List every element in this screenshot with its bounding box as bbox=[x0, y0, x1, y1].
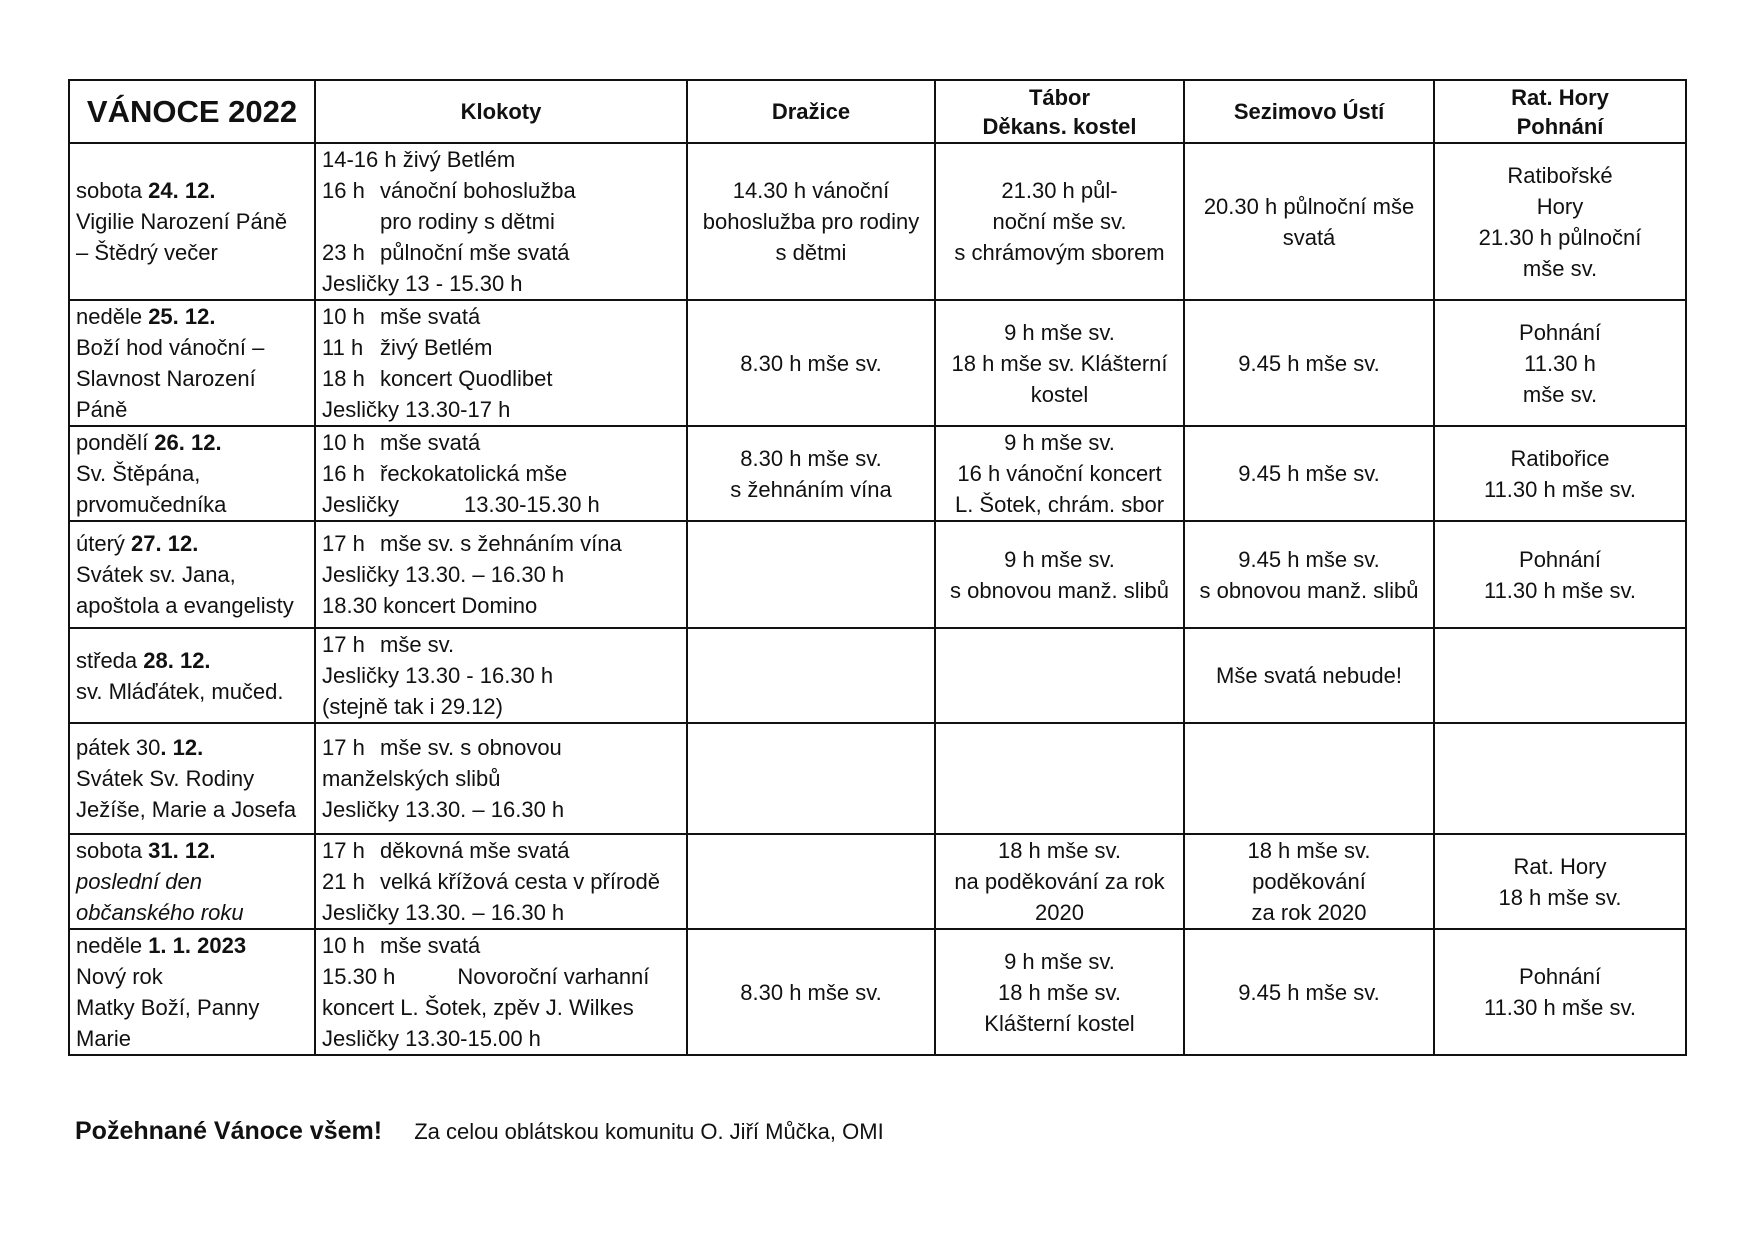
cell-line: Hory bbox=[1536, 193, 1584, 219]
column-header-line: Tábor bbox=[1028, 84, 1091, 110]
day-line: Boží hod vánoční – bbox=[76, 335, 265, 360]
day-line: Slavnost Narození bbox=[76, 366, 256, 391]
klokoty-line bbox=[322, 590, 680, 621]
column-header bbox=[687, 80, 935, 143]
day-date: 31. 12. bbox=[148, 838, 216, 863]
klokoty-line bbox=[322, 301, 680, 332]
klokoty-line bbox=[322, 489, 680, 520]
klokoty-line bbox=[322, 175, 680, 206]
column-header bbox=[1184, 80, 1434, 143]
table-row bbox=[69, 521, 1686, 628]
day-date: 24. 12. bbox=[148, 178, 216, 203]
day-line: neděle 1. 1. 2023 bbox=[76, 933, 247, 958]
cell-line: s dětmi bbox=[775, 240, 847, 265]
event-text: mše sv. bbox=[380, 632, 455, 657]
cell-line: mše sv. bbox=[1522, 381, 1598, 407]
event-text: pro rodiny s dětmi bbox=[380, 209, 555, 234]
day-line: sv. Mláďátek, mučed. bbox=[76, 678, 284, 704]
cell-line: 9.45 h mše sv. bbox=[1238, 350, 1380, 376]
klokoty-cell bbox=[315, 426, 687, 521]
event-time: 17 h bbox=[322, 632, 365, 657]
tabor-cell bbox=[935, 426, 1184, 521]
cell-line: 9 h mše sv. bbox=[1004, 319, 1115, 345]
event-time: 23 h bbox=[322, 240, 365, 265]
rathory-cell bbox=[1434, 426, 1686, 521]
cell-line: 20.30 h půlnoční mše bbox=[1203, 193, 1415, 219]
cell-line: 11.30 h bbox=[1524, 350, 1596, 376]
klokoty-cell bbox=[315, 723, 687, 834]
cell-line: 11.30 h mše sv. bbox=[1483, 577, 1637, 603]
klokoty-line bbox=[322, 897, 680, 928]
event-time: 21 h bbox=[322, 869, 365, 894]
event-text: 18.30 koncert Domino bbox=[322, 593, 538, 618]
event-text: koncert L. Šotek, zpěv J. Wilkes bbox=[322, 995, 634, 1020]
cell-line: 18 h mše sv. bbox=[997, 979, 1122, 1005]
event-time: 17 h bbox=[322, 531, 365, 556]
column-header-line: Pohnání bbox=[1516, 113, 1604, 139]
day-line: Svátek sv. Jana, bbox=[76, 562, 236, 587]
event-text: řeckokatolická mše bbox=[380, 461, 568, 486]
klokoty-line bbox=[322, 458, 680, 489]
tabor-cell bbox=[935, 628, 1184, 723]
klokoty-cell bbox=[315, 929, 687, 1055]
cell-line: Rat. Hory bbox=[1513, 853, 1607, 879]
day-date: . 12. bbox=[160, 735, 204, 760]
day-cell bbox=[69, 628, 315, 723]
klokoty-line bbox=[322, 835, 680, 866]
cell-line: 11.30 h mše sv. bbox=[1483, 995, 1637, 1020]
day-line: Marie bbox=[76, 1026, 132, 1051]
rathory-cell bbox=[1434, 834, 1686, 929]
event-text: mše svatá bbox=[380, 430, 481, 455]
cell-line: noční mše sv. bbox=[992, 209, 1127, 234]
event-text: vánoční bohoslužba bbox=[380, 178, 576, 203]
cell-line: 14.30 h vánoční bbox=[732, 178, 890, 203]
rathory-cell bbox=[1434, 723, 1686, 834]
sezimovo-cell bbox=[1184, 628, 1434, 723]
day-cell bbox=[69, 143, 315, 300]
day-line: sobota 24. 12. bbox=[76, 178, 216, 203]
column-header-line: Klokoty bbox=[460, 99, 542, 124]
klokoty-line bbox=[322, 763, 680, 794]
day-line: poslední den bbox=[76, 869, 202, 894]
event-label: Jesličky bbox=[322, 492, 400, 517]
sezimovo-cell bbox=[1184, 929, 1434, 1055]
drazice-cell bbox=[687, 521, 935, 628]
event-text: (stejně tak i 29.12) bbox=[322, 694, 503, 719]
column-header bbox=[315, 80, 687, 143]
cell-line: 18 h mše sv. bbox=[1247, 838, 1371, 863]
tabor-cell bbox=[935, 143, 1184, 300]
cell-line: mše sv. bbox=[1522, 255, 1598, 281]
tabor-cell bbox=[935, 300, 1184, 426]
klokoty-line bbox=[322, 1023, 680, 1054]
event-time: 17 h bbox=[322, 838, 365, 863]
klokoty-line bbox=[322, 691, 680, 722]
klokoty-cell bbox=[315, 300, 687, 426]
event-text: 13.30-15.30 h bbox=[464, 492, 600, 517]
event-text: živý Betlém bbox=[380, 335, 493, 360]
cell-line: L. Šotek, chrám. sbor bbox=[954, 492, 1165, 517]
cell-line: 2020 bbox=[1035, 900, 1084, 925]
cell-line: kostel bbox=[1030, 381, 1089, 407]
klokoty-line bbox=[322, 332, 680, 363]
cell-line: 16 h vánoční koncert bbox=[957, 461, 1162, 486]
sezimovo-cell bbox=[1184, 143, 1434, 300]
day-cell bbox=[69, 834, 315, 929]
cell-line: bohoslužba pro rodiny bbox=[702, 209, 920, 234]
cell-line: Ratibořské bbox=[1507, 162, 1613, 188]
tabor-cell bbox=[935, 723, 1184, 834]
klokoty-line bbox=[322, 559, 680, 590]
day-line: občanského roku bbox=[76, 900, 244, 925]
event-text: 14-16 h živý Betlém bbox=[322, 147, 516, 172]
drazice-cell bbox=[687, 143, 935, 300]
event-text: koncert Quodlibet bbox=[380, 366, 553, 391]
klokoty-line bbox=[322, 961, 680, 992]
table-row bbox=[69, 628, 1686, 723]
drazice-cell bbox=[687, 300, 935, 426]
klokoty-cell bbox=[315, 834, 687, 929]
event-time: 15.30 h bbox=[322, 964, 396, 989]
cell-line: 8.30 h mše sv. bbox=[740, 979, 882, 1005]
klokoty-line bbox=[322, 794, 680, 825]
drazice-cell bbox=[687, 723, 935, 834]
tabor-cell bbox=[935, 521, 1184, 628]
day-line: prvomučedníka bbox=[76, 492, 227, 517]
rathory-cell bbox=[1434, 628, 1686, 723]
day-line: Vigilie Narození Páně bbox=[76, 209, 288, 234]
event-text: manželských slibů bbox=[322, 766, 501, 791]
sezimovo-cell bbox=[1184, 426, 1434, 521]
cell-line: poděkování bbox=[1252, 869, 1366, 894]
cell-line: na poděkování za rok bbox=[954, 869, 1165, 894]
klokoty-line bbox=[322, 930, 680, 961]
day-date: 25. 12. bbox=[148, 304, 216, 329]
event-time: 18 h bbox=[322, 366, 365, 391]
rathory-cell bbox=[1434, 300, 1686, 426]
column-header bbox=[1434, 80, 1686, 143]
event-text: Jesličky 13.30. – 16.30 h bbox=[322, 900, 565, 925]
header-row bbox=[69, 80, 1686, 143]
sezimovo-cell bbox=[1184, 834, 1434, 929]
day-line: Matky Boží, Panny bbox=[76, 995, 260, 1020]
event-time: 16 h bbox=[322, 461, 365, 486]
cell-line: 8.30 h mše sv. bbox=[740, 350, 882, 376]
event-text: děkovná mše svatá bbox=[380, 838, 570, 863]
column-header-line: Sezimovo Ústí bbox=[1233, 99, 1385, 124]
column-header-line: Rat. Hory bbox=[1511, 84, 1609, 110]
column-header bbox=[935, 80, 1184, 143]
day-line: apoštola a evangelisty bbox=[76, 593, 294, 618]
klokoty-cell bbox=[315, 143, 687, 300]
cell-line: Klášterní kostel bbox=[984, 1010, 1135, 1036]
event-time: 17 h bbox=[322, 735, 365, 760]
cell-line: 9 h mše sv. bbox=[1004, 948, 1115, 974]
klokoty-cell bbox=[315, 521, 687, 628]
event-text: Jesličky 13.30-17 h bbox=[322, 397, 511, 422]
klokoty-line bbox=[322, 866, 680, 897]
cell-line: Mše svatá nebude! bbox=[1216, 663, 1402, 688]
day-line: Nový rok bbox=[76, 964, 163, 989]
blessing-text: Požehnané Vánoce všem! bbox=[75, 1117, 383, 1145]
event-time: 10 h bbox=[322, 304, 365, 329]
cell-line: Pohnání bbox=[1519, 964, 1601, 989]
klokoty-line bbox=[322, 992, 680, 1023]
sezimovo-cell bbox=[1184, 521, 1434, 628]
christmas-schedule-table bbox=[68, 79, 1687, 1056]
day-date: 26. 12. bbox=[154, 430, 222, 455]
cell-line: 18 h mše sv. bbox=[997, 838, 1122, 863]
day-line: Páně bbox=[76, 397, 128, 422]
cell-line: s obnovou manž. slibů bbox=[950, 577, 1169, 603]
column-header-line: Děkans. kostel bbox=[982, 113, 1137, 139]
event-time: 10 h bbox=[322, 430, 365, 455]
day-cell bbox=[69, 723, 315, 834]
cell-line: 9.45 h mše sv. bbox=[1238, 979, 1380, 1005]
sezimovo-cell bbox=[1184, 723, 1434, 834]
day-cell bbox=[69, 300, 315, 426]
day-date: 28. 12. bbox=[143, 647, 211, 673]
column-header-line: Dražice bbox=[771, 99, 851, 124]
event-text: Jesličky 13.30 - 16.30 h bbox=[322, 663, 554, 688]
signature-text: Za celou oblátskou komunitu O. Jiří Můčka, OMI bbox=[414, 1119, 884, 1144]
cell-line: s chrámovým sborem bbox=[954, 240, 1165, 265]
event-text: Jesličky 13 - 15.30 h bbox=[322, 271, 523, 296]
cell-line: Ratibořice bbox=[1510, 445, 1610, 471]
klokoty-line bbox=[322, 528, 680, 559]
event-text: Jesličky 13.30. – 16.30 h bbox=[322, 797, 565, 822]
day-line: pondělí 26. 12. bbox=[76, 430, 222, 455]
day-line: Sv. Štěpána, bbox=[76, 461, 201, 486]
klokoty-line bbox=[322, 268, 680, 299]
rathory-cell bbox=[1434, 143, 1686, 300]
day-line: středa 28. 12. bbox=[76, 647, 211, 673]
day-line: Ježíše, Marie a Josefa bbox=[76, 797, 297, 822]
cell-line: 21.30 h půlnoční bbox=[1478, 224, 1642, 250]
tabor-cell bbox=[935, 834, 1184, 929]
rathory-cell bbox=[1434, 521, 1686, 628]
cell-line: za rok 2020 bbox=[1251, 900, 1367, 925]
event-text: mše svatá bbox=[380, 304, 481, 329]
table-row bbox=[69, 300, 1686, 426]
event-text: Jesličky 13.30. – 16.30 h bbox=[322, 562, 565, 587]
cell-line: Pohnání bbox=[1519, 546, 1601, 572]
cell-line: 9 h mše sv. bbox=[1004, 546, 1115, 572]
day-line: úterý 27. 12. bbox=[76, 531, 199, 556]
table-row bbox=[69, 143, 1686, 300]
day-line: Svátek Sv. Rodiny bbox=[76, 766, 255, 791]
event-time: 10 h bbox=[322, 933, 365, 958]
table-row bbox=[69, 834, 1686, 929]
cell-line: Pohnání bbox=[1519, 319, 1601, 345]
day-line: sobota 31. 12. bbox=[76, 838, 216, 863]
klokoty-line bbox=[322, 363, 680, 394]
rathory-cell bbox=[1434, 929, 1686, 1055]
cell-line: 8.30 h mše sv. bbox=[740, 445, 882, 471]
cell-line: 18 h mše sv. bbox=[1498, 884, 1622, 910]
event-text: velká křížová cesta v přírodě bbox=[380, 869, 661, 894]
event-text: půlnoční mše svatá bbox=[380, 240, 570, 265]
sezimovo-cell bbox=[1184, 300, 1434, 426]
event-text: Novoroční varhanní bbox=[457, 964, 650, 989]
table-row bbox=[69, 929, 1686, 1055]
event-text: mše sv. s obnovou bbox=[380, 735, 562, 760]
event-text: Jesličky 13.30-15.00 h bbox=[322, 1026, 541, 1051]
drazice-cell bbox=[687, 929, 935, 1055]
klokoty-line bbox=[322, 660, 680, 691]
day-cell bbox=[69, 521, 315, 628]
cell-line: 9.45 h mše sv. bbox=[1238, 461, 1380, 486]
table-row bbox=[69, 426, 1686, 521]
klokoty-line bbox=[322, 144, 680, 175]
klokoty-line bbox=[322, 394, 680, 425]
cell-line: 9.45 h mše sv. bbox=[1238, 546, 1380, 572]
event-text: mše svatá bbox=[380, 933, 481, 958]
cell-line: s obnovou manž. slibů bbox=[1199, 577, 1419, 603]
table-row bbox=[69, 723, 1686, 834]
day-date: 1. 1. 2023 bbox=[148, 933, 247, 958]
day-cell bbox=[69, 426, 315, 521]
table-title: VÁNOCE 2022 bbox=[69, 80, 315, 143]
klokoty-cell bbox=[315, 628, 687, 723]
footer bbox=[75, 1117, 884, 1146]
cell-line: s žehnáním vína bbox=[730, 476, 892, 502]
day-line: – Štědrý večer bbox=[76, 240, 218, 265]
drazice-cell bbox=[687, 834, 935, 929]
klokoty-line bbox=[322, 732, 680, 763]
drazice-cell bbox=[687, 628, 935, 723]
day-line: pátek 30. 12. bbox=[76, 735, 204, 760]
klokoty-line bbox=[322, 237, 680, 268]
drazice-cell bbox=[687, 426, 935, 521]
cell-line: 21.30 h půl- bbox=[1001, 178, 1118, 203]
cell-line: svatá bbox=[1282, 224, 1336, 250]
klokoty-line bbox=[322, 206, 680, 237]
event-time: 11 h bbox=[322, 335, 364, 360]
day-date: 27. 12. bbox=[131, 531, 199, 556]
day-cell bbox=[69, 929, 315, 1055]
event-text: mše sv. s žehnáním vína bbox=[380, 531, 622, 556]
event-time: 16 h bbox=[322, 178, 365, 203]
cell-line: 18 h mše sv. Klášterní bbox=[951, 350, 1168, 376]
cell-line: 9 h mše sv. bbox=[1004, 430, 1115, 455]
tabor-cell bbox=[935, 929, 1184, 1055]
cell-line: 11.30 h mše sv. bbox=[1483, 476, 1637, 502]
klokoty-line bbox=[322, 629, 680, 660]
klokoty-line bbox=[322, 427, 680, 458]
day-line: neděle 25. 12. bbox=[76, 304, 216, 329]
